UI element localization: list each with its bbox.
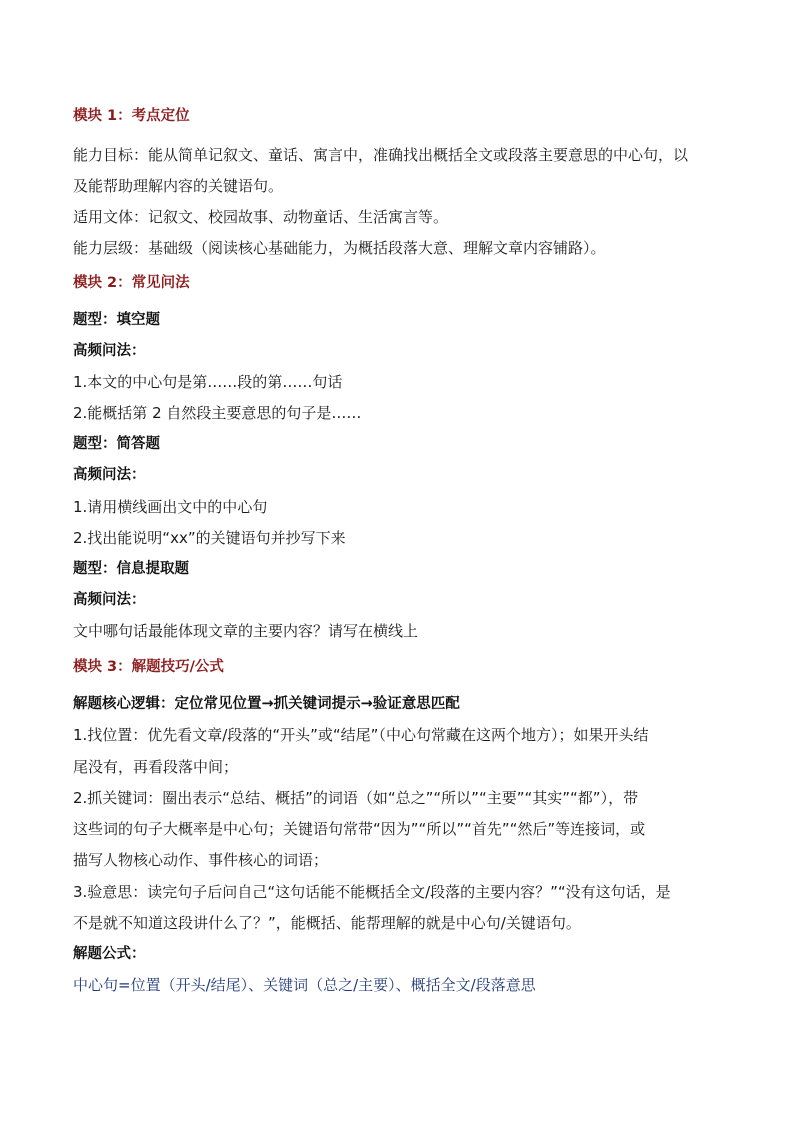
frequent-label-1: 高频问法： bbox=[73, 343, 146, 359]
formula-text: 中心句=位置（开头/结尾）、关键词（总之/主要）、概括全文/段落意思 bbox=[73, 976, 536, 994]
module3-heading: 模块 3：解题技巧/公式 bbox=[73, 659, 224, 675]
question-item: 文中哪句话最能体现文章的主要内容？请写在横线上 bbox=[73, 622, 419, 640]
step-2-line-2: 这些词的句子大概率是中心句；关键语句常带“因为”“所以”“首先”“然后”等连接词，或 bbox=[73, 820, 646, 838]
question-item: 2.能概括第 2 自然段主要意思的句子是…… bbox=[73, 404, 362, 422]
core-logic: 解题核心逻辑：定位常见位置→抓关键词提示→验证意思匹配 bbox=[73, 696, 460, 712]
ability-goal-line-2: 及能帮助理解内容的关键语句。 bbox=[73, 177, 284, 195]
question-item: 1.本文的中心句是第……段的第……句话 bbox=[73, 373, 343, 391]
frequent-label-3: 高频问法： bbox=[73, 592, 146, 608]
step-1-line-1: 1.找位置：优先看文章/段落的“开头”或“结尾”（中心句常藏在这两个地方）；如果开头结 bbox=[73, 726, 649, 744]
question-item: 1.请用横线画出文中的中心句 bbox=[73, 498, 268, 516]
step-3-line-2: 不是就不知道这段讲什么了？”，能概括、能帮理解的就是中心句/关键语句。 bbox=[73, 914, 581, 932]
level-line: 能力层级：基础级（阅读核心基础能力，为概括段落大意、理解文章内容铺路）。 bbox=[73, 239, 606, 257]
frequent-label-2: 高频问法： bbox=[73, 467, 146, 483]
module1-heading: 模块 1：考点定位 bbox=[73, 108, 190, 124]
question-type-extraction: 题型：信息提取题 bbox=[73, 561, 189, 577]
question-item: 2.找出能说明“xx”的关键语句并抄写下来 bbox=[73, 529, 346, 547]
step-2-line-1: 2.抓关键词：圈出表示“总结、概括”的词语（如“总之”“所以”“主要”“其实”“都”），带 bbox=[73, 789, 639, 807]
question-type-fill: 题型：填空题 bbox=[73, 312, 160, 328]
formula-label: 解题公式： bbox=[73, 946, 146, 962]
step-2-line-3: 描写人物核心动作、事件核心的词语； bbox=[73, 851, 329, 869]
step-1-line-2: 尾没有，再看段落中间； bbox=[73, 758, 239, 776]
question-type-short-answer: 题型：简答题 bbox=[73, 436, 160, 452]
ability-goal-line-1: 能力目标：能从简单记叙文、童话、寓言中，准确找出概括全文或段落主要意思的中心句，以 bbox=[73, 146, 689, 164]
module2-heading: 模块 2：常见问法 bbox=[73, 275, 190, 291]
genre-line: 适用文体：记叙文、校园故事、动物童话、生活寓言等。 bbox=[73, 208, 449, 226]
step-3-line-1: 3.验意思：读完句子后问自己“这句话能不能概括全文/段落的主要内容？”“没有这句话，是 bbox=[73, 883, 671, 901]
